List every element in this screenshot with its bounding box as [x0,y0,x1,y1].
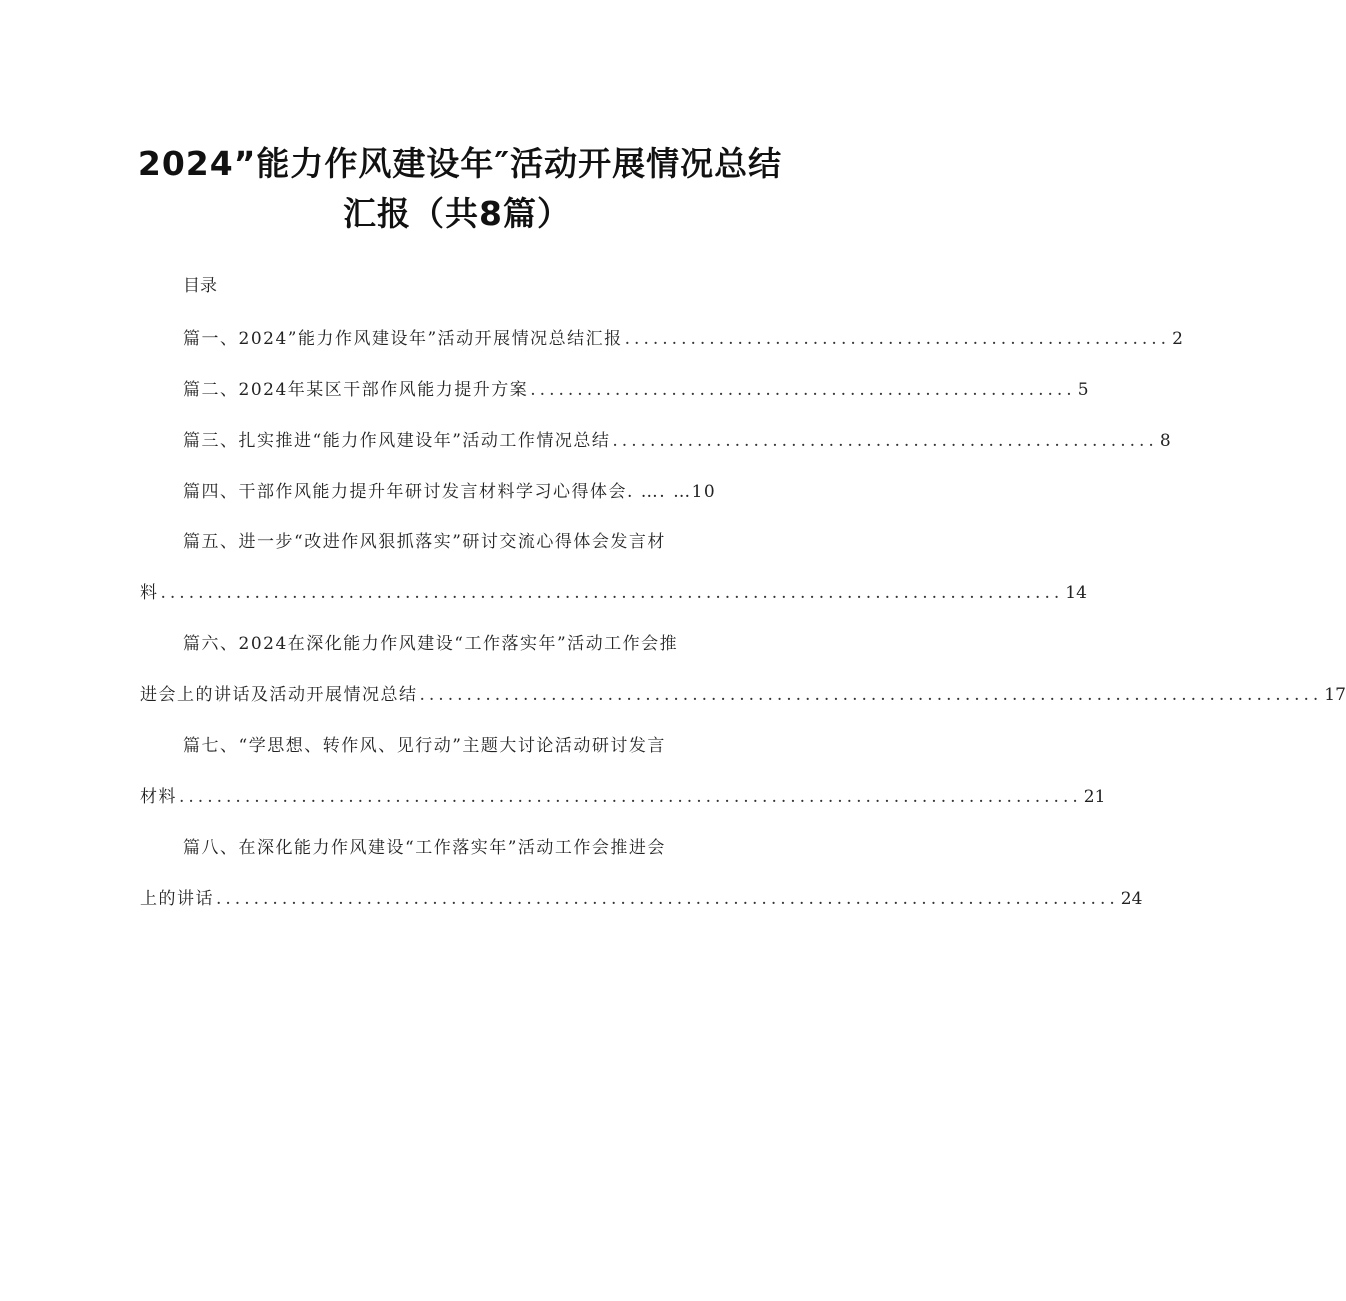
toc-entry-title: 篇三、扎实推进“能力作风建设年”活动工作情况总结 [183,431,611,451]
document-title-line2: 汇报（共8篇） [343,194,571,233]
toc-entry-title: 篇一、2024”能力作风建设年”活动开展情况总结汇报 [183,329,623,349]
toc-entry-6[interactable] [183,629,678,654]
toc-entry-title: 篇二、2024年某区干部作风能力提升方案 [183,380,529,400]
toc-leader-dots: ................................................................................................ [160,583,1064,603]
toc-entry-4[interactable] [183,477,716,502]
toc-entry-2[interactable] [183,375,1089,400]
toc-entry-title: 篇五、进一步“改进作风狠抓落实”研讨交流心得体会发言材 [183,532,666,552]
toc-page-number: 24 [1120,889,1143,909]
toc-entry-title: 篇七、“学思想、转作风、见行动”主题大讨论活动研讨发言 [183,736,666,756]
toc-entry-1[interactable] [183,324,1183,349]
toc-entry-title: 篇八、在深化能力作风建设“工作落实年”活动工作会推进会 [183,838,666,858]
toc-entry-6-continued[interactable] [140,680,1346,705]
toc-entry-title-cont: 上的讲话 [140,889,214,909]
toc-entry-title: 篇六、2024在深化能力作风建设“工作落实年”活动工作会推 [183,634,679,654]
toc-entry-5-continued[interactable] [140,578,1087,603]
toc-leader-dots: .......................................................... [530,380,1076,400]
toc-leader-dots: .......................................................... [612,431,1158,451]
toc-entry-8[interactable] [183,833,666,858]
toc-entry-title-cont: 料 [140,583,159,603]
toc-entry-3[interactable] [183,426,1171,451]
toc-entry-5[interactable] [183,527,666,552]
toc-page-number: 17 [1324,685,1346,705]
toc-entry-8-continued[interactable] [140,884,1143,909]
toc-leader-dots: ................................................................................................ [179,787,1082,807]
toc-leader-dots: ................................................................................................ [419,685,1323,705]
toc-page-number: 8 [1159,431,1171,451]
toc-leader-dots: .......................................................... [624,329,1171,349]
toc-entry-title-cont: 进会上的讲话及活动开展情况总结 [140,685,418,705]
toc-heading: 目录 [183,276,217,296]
toc-page-number: 21 [1083,787,1106,807]
toc-entry-7-continued[interactable] [140,782,1106,807]
toc-leader-dots: ................................................................................................ [216,889,1119,909]
toc-page-number: 2 [1172,329,1183,349]
toc-page-number: 5 [1077,380,1089,400]
toc-entry-title: 篇四、干部作风能力提升年研讨发言材料学习心得体会. …. …10 [183,482,717,502]
toc-page-number: 14 [1065,583,1087,603]
toc-entry-7[interactable] [183,731,666,756]
toc-entry-title-cont: 材料 [140,787,177,807]
document-title-line1: 2024”能力作风建设年″活动开展情况总结 [137,144,783,183]
